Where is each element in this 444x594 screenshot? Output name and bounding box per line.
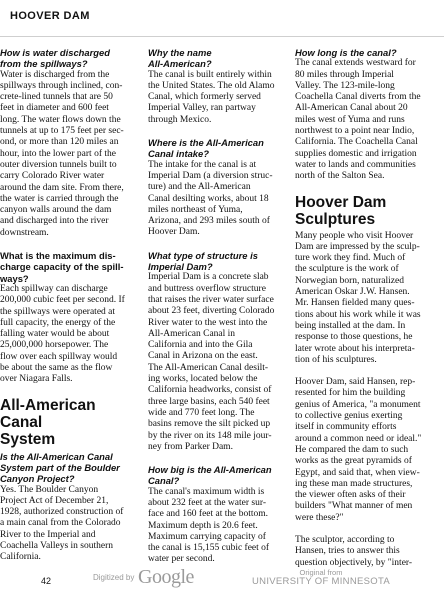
text-line: feet in diameter and 600 feet <box>0 103 109 114</box>
text-line: the sculpture is the work of <box>295 264 399 275</box>
text-line: Valley. The 123-mile-long <box>295 80 395 91</box>
text-line: northwest to a point near Indio, <box>295 126 415 137</box>
text-line: Imperial Dam (a diversion struc- <box>148 170 273 181</box>
text-line: response to those questions, he <box>295 332 413 343</box>
text-line: be about the same as the flow <box>0 363 113 374</box>
text-line: Canal? <box>148 475 180 487</box>
text-line: Imperial Dam? <box>148 261 213 273</box>
text-line: downstream. <box>0 227 49 238</box>
text-line: Egypt, and said that, when view- <box>295 467 420 478</box>
text-line: the viewer often asks of their <box>295 490 406 501</box>
answer-canal-intake <box>148 160 290 239</box>
text-line: What type of structure is <box>148 249 258 261</box>
text-line: were these?" <box>295 512 344 523</box>
answer-imperial-dam-structure <box>148 272 290 453</box>
text-line: The canal's maximum width is <box>148 486 265 497</box>
text-line: 25,000,000 horsepower. The <box>0 340 109 351</box>
page-number: 42 <box>41 576 52 586</box>
text-line: All-American Canal in <box>148 328 236 339</box>
running-head: HOOVER DAM <box>10 10 90 22</box>
text-line: Imperial Dam is a concrete slab <box>148 272 269 283</box>
text-line: Imperial Valley, ran partway <box>148 103 256 114</box>
column-1 <box>0 47 142 575</box>
column-2 <box>148 47 290 577</box>
text-line: Hansen, tries to answer this <box>295 546 400 557</box>
text-line: a main canal from the Colorado <box>0 518 121 529</box>
question-canal-size <box>148 464 290 487</box>
text-line: The sculptor, according to <box>295 534 395 545</box>
text-line: Maximum carrying capacity of <box>148 531 266 542</box>
text-line: works as the great pyramids of <box>295 456 412 467</box>
paragraph-sculptor-answer <box>295 535 439 569</box>
original-from-attribution <box>251 568 391 586</box>
text-line: What is the maximum dis- <box>0 250 116 262</box>
text-line: the United States. The old Alamo <box>148 80 275 91</box>
text-line: Water is discharged from the <box>0 69 110 80</box>
text-line: Each spillway can discharge <box>0 283 108 294</box>
text-line: The canal extends westward for <box>295 58 416 69</box>
text-line: All-American? <box>148 58 212 70</box>
question-canal-intake <box>148 137 290 160</box>
institution-name: UNIVERSITY OF MINNESOTA <box>252 576 390 587</box>
text-line: about 23 feet, diverting Colorado <box>148 306 275 317</box>
text-line: California. The Coachella Canal <box>295 137 418 148</box>
text-line: The intake for the canal is at <box>148 159 257 170</box>
text-line: Canal in Arizona on the east. <box>148 351 258 362</box>
text-line: water per second. <box>148 554 215 565</box>
text-line: ways? <box>0 272 29 284</box>
text-line: He compared the dam to such <box>295 444 409 455</box>
text-line: Arizona, and 293 miles south of <box>148 216 270 227</box>
text-line: Yes. The Boulder Canyon <box>0 484 99 495</box>
text-line: Coachella Canal diverts from the <box>295 92 421 103</box>
page-footer <box>0 566 444 594</box>
text-line: Many people who visit Hoover <box>295 230 414 241</box>
text-line: carry Colorado River water <box>0 171 105 182</box>
text-line: How long is the canal? <box>295 47 397 58</box>
text-line: around the dam site. From there, <box>0 182 124 193</box>
text-line: Sculptures <box>295 210 376 228</box>
text-line: crete-lined tunnels that are 50 <box>0 92 113 103</box>
text-line: Is the All-American Canal <box>0 450 113 462</box>
text-line: basins remove the silt picked up <box>148 419 271 430</box>
text-line: All-American Canal <box>0 396 96 431</box>
text-line: wide and 770 feet long. The <box>148 407 255 418</box>
text-line: that raises the river water surface <box>148 294 274 305</box>
text-line: Canal, which formerly served <box>148 92 261 103</box>
text-line: How big is the All-American <box>148 464 272 476</box>
text-line: ture work they find. Much of <box>295 253 406 264</box>
text-line: Canal desilting works, about 18 <box>148 193 269 204</box>
text-line: System part of the Boulder <box>0 461 120 473</box>
text-line: The All-American Canal desilt- <box>148 362 269 373</box>
text-line: ture) and the All-American <box>148 182 251 193</box>
answer-boulder-canyon-project <box>0 485 142 564</box>
text-line: Hoover Dam. <box>148 227 200 238</box>
page-header <box>0 0 444 37</box>
text-line: to collective genius exerting <box>295 411 403 422</box>
text-line: California and into the Gila <box>148 340 253 351</box>
text-line: falling water would be about <box>0 329 110 340</box>
text-line: Canyon Project? <box>0 473 75 485</box>
text-line: genius of America, "a monument <box>295 399 421 410</box>
text-line: tion of his sculptures. <box>295 354 377 365</box>
question-spillway-discharge <box>0 47 142 70</box>
text-line: water to lands and communities <box>295 159 416 170</box>
text-line: Dam are impressed by the sculp- <box>295 241 420 252</box>
question-boulder-canyon-project <box>0 451 142 485</box>
google-logo: Google <box>138 566 194 588</box>
column-3 <box>295 47 439 580</box>
text-line: ney from Parker Dam. <box>148 441 233 452</box>
text-line: All-American Canal about 20 <box>295 103 408 114</box>
text-line: River water to the west into the <box>148 317 268 328</box>
paragraph-hansen-monument <box>295 377 439 524</box>
text-line: miles west of Yuma and runs <box>295 114 405 125</box>
text-line: the canal is 15,155 cubic feet of <box>148 543 270 554</box>
text-line: full capacity, the energy of the <box>0 317 116 328</box>
text-line: Mr. Hansen fielded many ques- <box>295 298 415 309</box>
text-line: California. <box>0 552 41 563</box>
text-line: 200,000 cubic feet per second. If <box>0 295 125 306</box>
text-line: long. The water flows down the <box>0 114 121 125</box>
question-imperial-dam-structure <box>148 250 290 273</box>
text-line: the spillways were operated at <box>0 306 116 317</box>
text-line: California headworks, consist of <box>148 385 272 396</box>
text-line: Maximum depth is 20.6 feet. <box>148 520 258 531</box>
text-line: resented for him the building <box>295 388 406 399</box>
answer-canal-size <box>148 487 290 566</box>
text-line: later wrote about his interpreta- <box>295 343 415 354</box>
text-line: Project Act of December 21, <box>0 495 109 506</box>
text-line: north of the Salton Sea. <box>295 171 385 182</box>
text-line: Where is the All-American <box>148 137 264 149</box>
question-max-discharge-capacity <box>0 250 142 284</box>
answer-why-name <box>148 70 290 126</box>
section-heading-all-american-canal <box>0 397 142 448</box>
answer-spillway-discharge <box>0 70 142 239</box>
text-line: charge capacity of the spill- <box>0 261 124 273</box>
text-line: supplies domestic and irrigation <box>295 148 417 159</box>
text-line: Coachella Valleys in southern <box>0 540 114 551</box>
text-line: and discharged into the river <box>0 216 109 227</box>
text-line: face and 160 feet at the bottom. <box>148 509 269 520</box>
text-line: 1928, authorized construction of <box>0 507 124 518</box>
text-line: tunnels at up to 175 feet per sec- <box>0 126 124 137</box>
original-from-label: Original from <box>299 568 343 577</box>
text-line: by the river on its 148 mile jour- <box>148 430 272 441</box>
text-line: builders "What manner of men <box>295 501 413 512</box>
section-heading-sculptures <box>295 194 439 228</box>
text-line: question objectively, by "inter- <box>295 557 413 568</box>
text-line: through Mexico. <box>148 114 212 125</box>
text-line: hour, into the lower part of the <box>0 148 116 159</box>
text-line: Why the name <box>148 47 212 58</box>
text-line: Norwegian born, naturalized <box>295 275 404 286</box>
answer-canal-length <box>295 58 439 182</box>
text-line: Canal intake? <box>148 148 209 160</box>
text-line: River to the Imperial and <box>0 529 96 540</box>
text-line: three large basins, each 540 feet <box>148 396 270 407</box>
answer-max-discharge-capacity <box>0 284 142 386</box>
text-line: over Niagara Falls. <box>0 374 73 385</box>
text-line: flow over each spillway would <box>0 351 118 362</box>
text-line: and buttress overflow structure <box>148 283 266 294</box>
text-line: How is water discharged <box>0 47 110 58</box>
text-line: ing works, located below the <box>148 374 258 385</box>
text-line: spillways through inclined, con- <box>0 80 123 91</box>
question-canal-length <box>295 47 439 58</box>
text-line: ing these man made structures, <box>295 478 413 489</box>
text-line: canyon walls around the dam <box>0 205 112 216</box>
text-line: the water is carried through the <box>0 193 119 204</box>
digitized-by-label: Digitized by <box>93 573 135 582</box>
text-line: Hoover Dam <box>295 193 387 211</box>
text-line: System <box>0 430 56 448</box>
text-line: tions about his work while it was <box>295 309 421 320</box>
text-line: around a common need or ideal." <box>295 433 422 444</box>
text-line: about 232 feet at the water sur- <box>148 497 266 508</box>
text-line: ond, or more than 120 miles an <box>0 137 119 148</box>
question-why-name <box>148 47 290 70</box>
text-line: outer diversion tunnels built to <box>0 159 117 170</box>
text-line: miles northeast of Yuma, <box>148 204 243 215</box>
text-line: from the spillways? <box>0 58 88 70</box>
text-line: 80 miles through Imperial <box>295 69 394 80</box>
text-line: Hoover Dam, said Hansen, rep- <box>295 377 416 388</box>
text-line: The canal is built entirely within <box>148 69 272 80</box>
text-line: itself in community efforts <box>295 422 397 433</box>
text-line: American Oskar J.W. Hansen. <box>295 287 410 298</box>
paragraph-sculptures-intro <box>295 231 439 367</box>
text-line: being installed at the dam. In <box>295 320 406 331</box>
